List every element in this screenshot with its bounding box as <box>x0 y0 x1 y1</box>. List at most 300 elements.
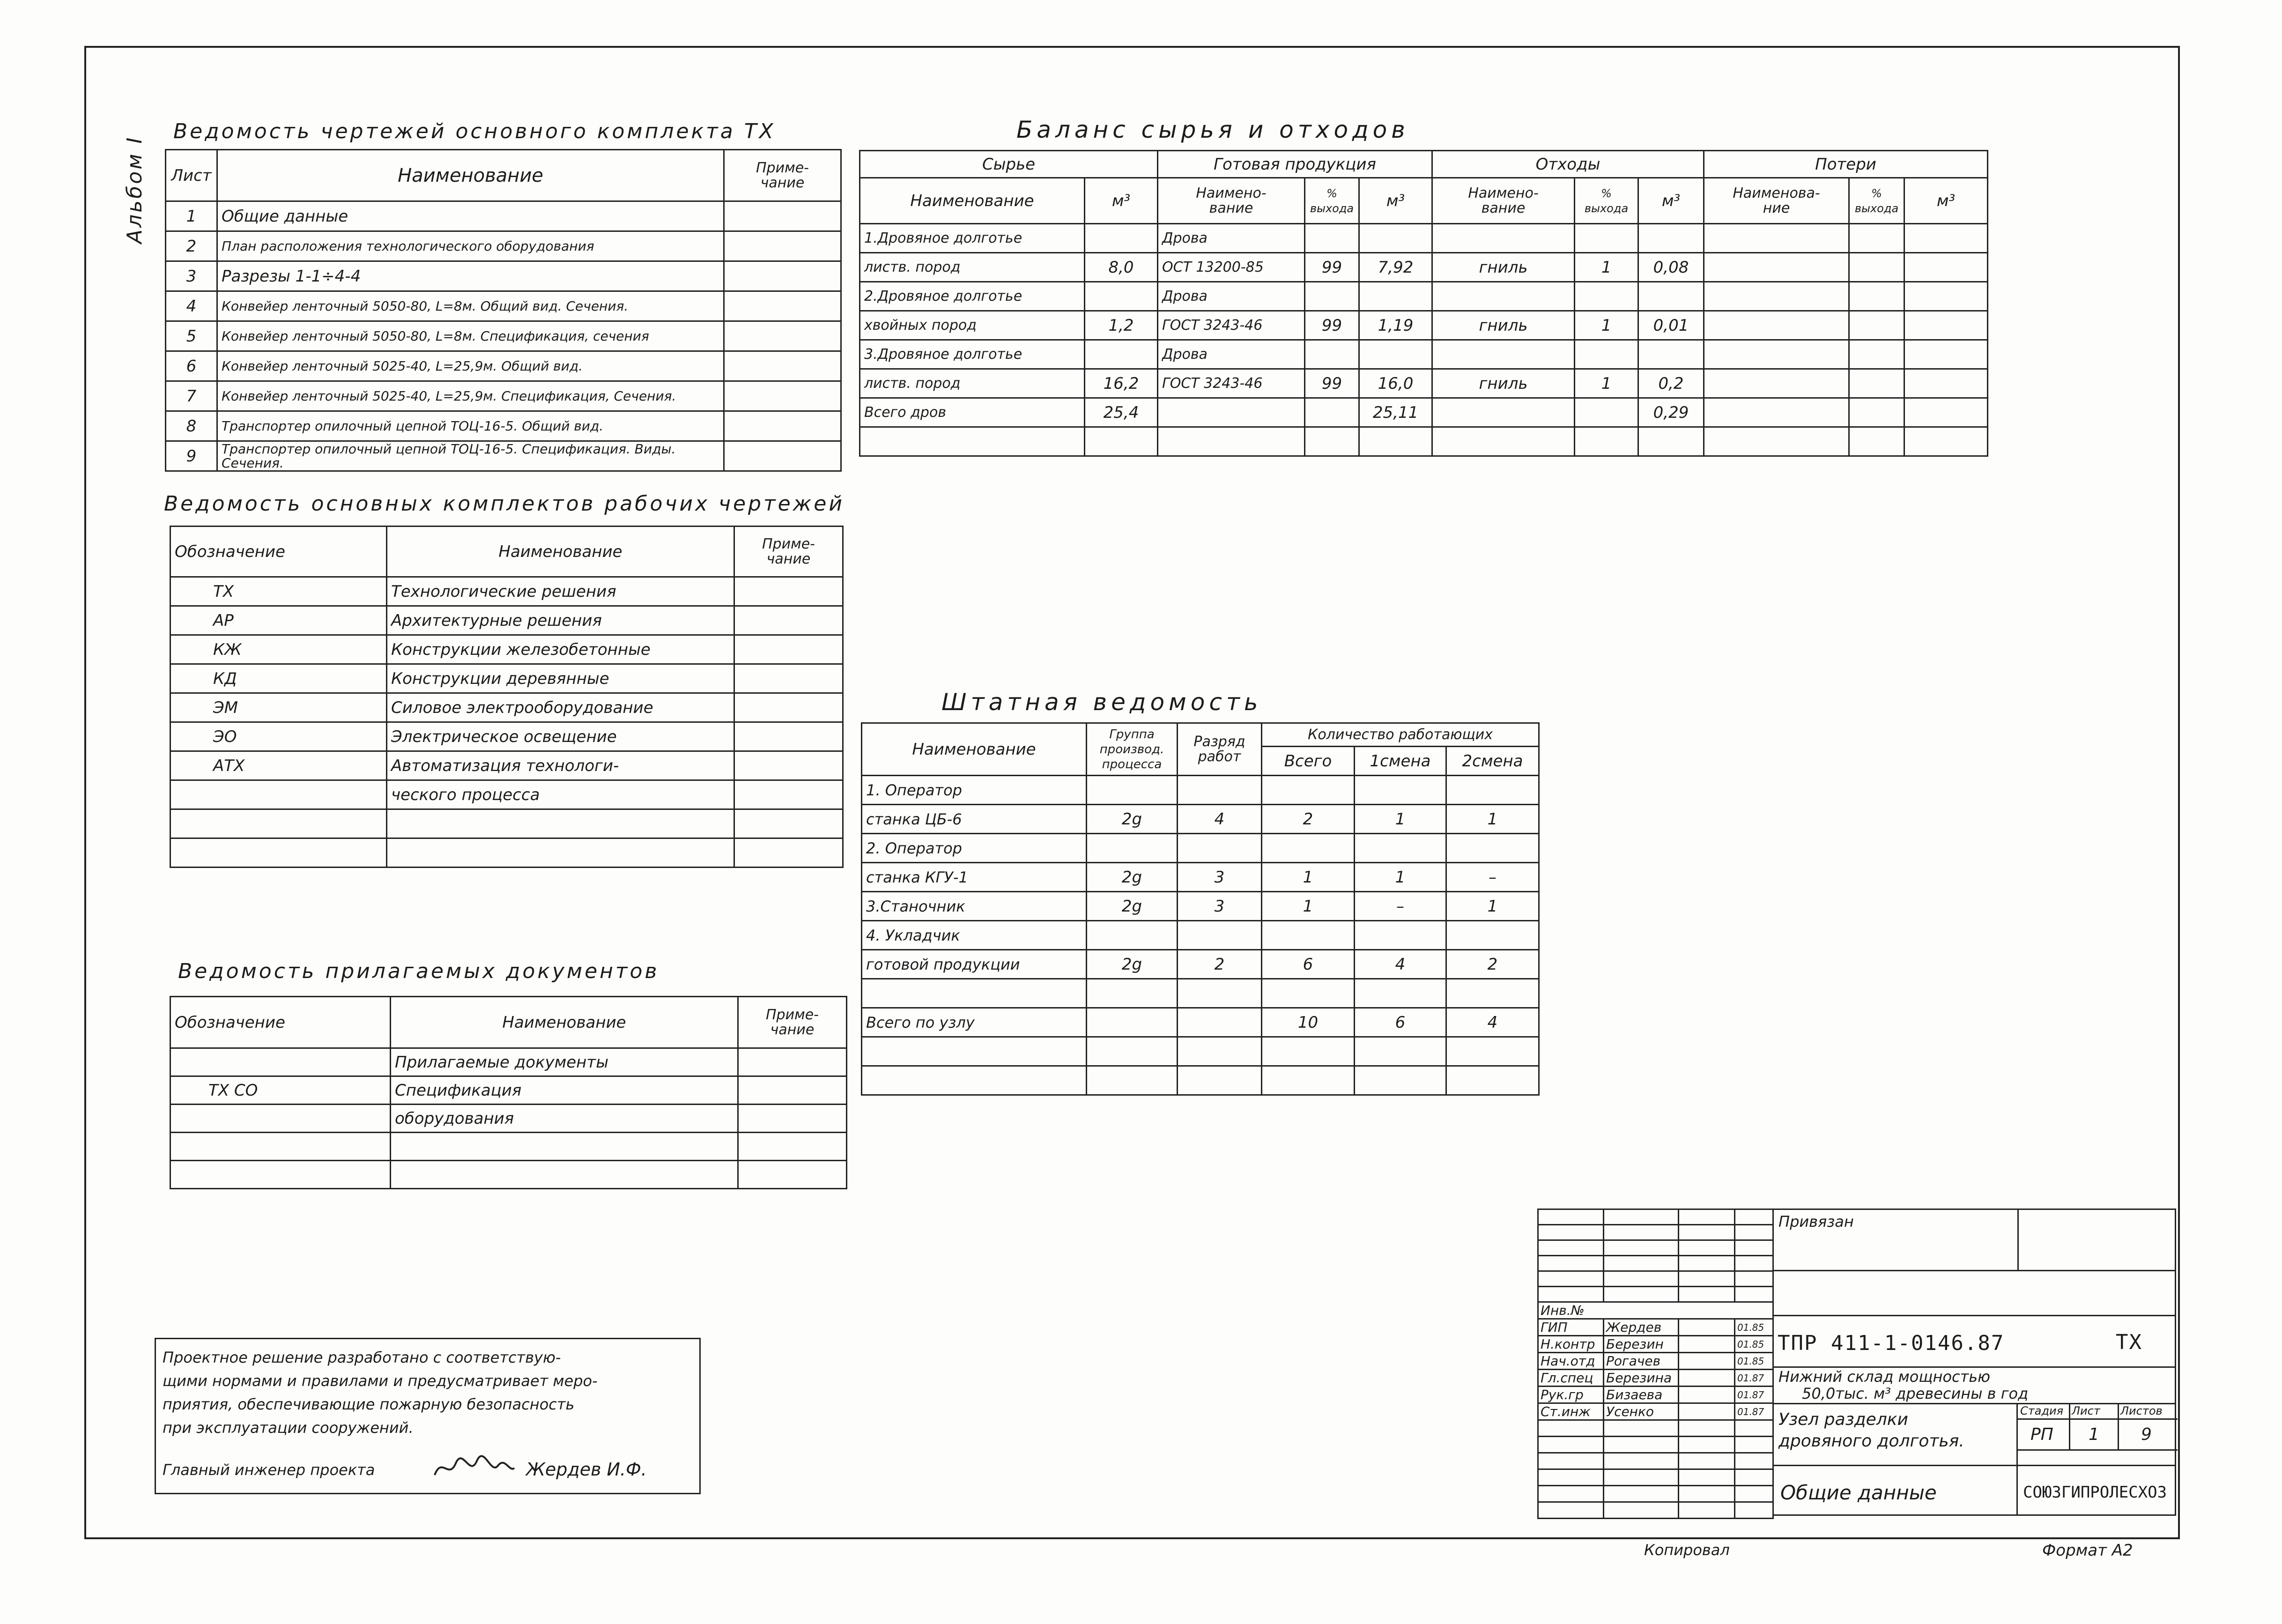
table-row <box>166 411 841 441</box>
grid-cell <box>1679 1209 1735 1225</box>
role-date: 01.87 <box>1735 1403 1773 1420</box>
raw-volume <box>1085 340 1158 369</box>
process-group <box>1087 776 1178 805</box>
product-yield <box>1305 224 1359 253</box>
grid-cell <box>1735 1453 1773 1469</box>
position-name: станка ЦБ-6 <box>862 805 1087 834</box>
table-row <box>166 351 841 381</box>
unit-box <box>1772 1404 2176 1466</box>
loss-name <box>1704 253 1849 282</box>
note-cell <box>734 606 843 635</box>
note-cell <box>734 809 843 838</box>
table-row <box>862 1008 1539 1037</box>
sheet-value: 1 <box>2089 1425 2099 1444</box>
product-volume: 1,19 <box>1359 311 1432 340</box>
note-cell <box>734 722 843 751</box>
table-row <box>170 809 843 838</box>
col-note: Приме- чание <box>734 527 843 577</box>
raw-name <box>860 427 1085 456</box>
loss-yield <box>1849 427 1904 456</box>
process-group <box>1087 834 1178 863</box>
role-label: Рук.гр <box>1538 1387 1604 1403</box>
sheet-title-box <box>1772 1466 2176 1516</box>
workers-shift1 <box>1355 834 1446 863</box>
grid-cell <box>1538 1453 1604 1469</box>
waste-name <box>1432 282 1575 311</box>
chief-engineer-name: Жердев И.Ф. <box>526 1459 647 1480</box>
raw-name: 2.Дровяное долготье <box>860 282 1085 311</box>
table-row <box>170 1076 847 1105</box>
loss-name <box>1704 427 1849 456</box>
table-row <box>166 231 841 261</box>
doc-name: Прилагаемые документы <box>391 1048 738 1076</box>
position-name <box>862 1066 1087 1095</box>
waste-yield: 1 <box>1575 311 1638 340</box>
col-note: Приме- чание <box>738 997 847 1048</box>
table-row <box>860 224 1988 253</box>
object-line2: 50,0тыс. м³ древесины в год <box>1802 1385 2029 1402</box>
col-shift2: 2смена <box>1446 747 1539 776</box>
grid-cell <box>1604 1225 1679 1240</box>
table-row <box>860 282 1988 311</box>
grid-cell <box>1604 1209 1679 1225</box>
sheet-number: 3 <box>166 261 217 291</box>
waste-yield <box>1575 427 1638 456</box>
raw-name-header: Наименование <box>860 178 1085 224</box>
set-name: Силовое электрооборудование <box>387 693 734 722</box>
role-name: Рогачев <box>1604 1353 1679 1370</box>
note-cell <box>724 441 841 471</box>
table-row <box>170 751 843 780</box>
col-shift1: 1смена <box>1355 747 1446 776</box>
grid-cell <box>1604 1256 1679 1271</box>
product-pct-header: % выхода <box>1305 178 1359 224</box>
grid-cell <box>1735 1502 1773 1519</box>
doc-name <box>391 1133 738 1161</box>
grid-cell <box>1604 1437 1679 1453</box>
grid-cell <box>1735 1256 1773 1271</box>
set-name: Конструкции деревянные <box>387 664 734 693</box>
workers-shift2: – <box>1446 863 1539 892</box>
grid-cell <box>1604 1486 1679 1502</box>
doc-code: ТХ СО <box>170 1076 391 1105</box>
product-volume: 7,92 <box>1359 253 1432 282</box>
loss-yield <box>1849 253 1904 282</box>
waste-volume: 0,29 <box>1638 398 1704 427</box>
note-cell <box>734 693 843 722</box>
product-yield <box>1305 398 1359 427</box>
note-cell <box>734 577 843 606</box>
note-line: приятия, обеспечивающие пожарную безопасность <box>163 1395 575 1413</box>
table-row <box>860 311 1988 340</box>
product-yield <box>1305 340 1359 369</box>
process-group: 2g <box>1087 892 1178 921</box>
table-row <box>862 892 1539 921</box>
loss-name <box>1704 398 1849 427</box>
role-label: Нач.отд <box>1538 1353 1604 1370</box>
note-cell <box>724 261 841 291</box>
signature-row <box>1538 1370 1773 1387</box>
process-group <box>1087 979 1178 1008</box>
workers-shift1: 6 <box>1355 1008 1446 1037</box>
workers-shift1 <box>1355 1066 1446 1095</box>
table-row <box>170 635 843 664</box>
sheets-label: Листов <box>2120 1404 2163 1417</box>
sheet-number: 1 <box>166 201 217 231</box>
workers-shift2 <box>1446 1066 1539 1095</box>
stage-value: РП <box>2030 1425 2053 1444</box>
table-row <box>862 921 1539 950</box>
signature-row <box>1538 1403 1773 1420</box>
grid-cell <box>1679 1287 1735 1302</box>
sheet-number: 5 <box>166 321 217 351</box>
col-grade: Разряд работ <box>1178 723 1262 776</box>
raw-volume: 16,2 <box>1085 369 1158 398</box>
grid-row <box>1538 1240 1773 1256</box>
set-code <box>170 838 387 868</box>
note-cell <box>724 381 841 411</box>
product-name: Дрова <box>1158 282 1305 311</box>
raw-name: Всего дров <box>860 398 1085 427</box>
note-cell <box>734 780 843 809</box>
drawing-name: Конвейер ленточный 5025-40, L=25,9м. Общий вид. <box>217 351 724 381</box>
doc-code <box>170 1161 391 1189</box>
sheet-title: Общие данные <box>1780 1481 1937 1504</box>
workers-shift2: 1 <box>1446 892 1539 921</box>
table-row <box>170 722 843 751</box>
waste-volume <box>1638 224 1704 253</box>
drawing-name: Разрезы 1-1÷4-4 <box>217 261 724 291</box>
grid-row <box>1538 1256 1773 1271</box>
waste-name <box>1432 224 1575 253</box>
product-volume: 25,11 <box>1359 398 1432 427</box>
loss-name <box>1704 369 1849 398</box>
set-name: ческого процесса <box>387 780 734 809</box>
workers-shift1 <box>1355 921 1446 950</box>
loss-volume <box>1904 224 1988 253</box>
workers-total <box>1262 776 1355 805</box>
title-block <box>1537 1209 2176 1525</box>
workers-shift2 <box>1446 776 1539 805</box>
staff-table <box>861 722 1540 1096</box>
raw-name: 3.Дровяное долготье <box>860 340 1085 369</box>
waste-name-header: Наимено- вание <box>1432 178 1575 224</box>
grid-cell <box>1604 1240 1679 1256</box>
set-code: КЖ <box>170 635 387 664</box>
loss-volume <box>1904 340 1988 369</box>
grid-cell <box>1735 1420 1773 1437</box>
table-row <box>170 577 843 606</box>
table-row <box>860 340 1988 369</box>
attached-docs-title: Ведомость прилагаемых документов <box>178 959 659 983</box>
work-grade <box>1178 776 1262 805</box>
grid-cell <box>1679 1469 1735 1486</box>
attached-docs-table <box>170 996 847 1189</box>
grid-cell <box>1679 1225 1735 1240</box>
position-name: 3.Станочник <box>862 892 1087 921</box>
set-name <box>387 838 734 868</box>
set-code: КД <box>170 664 387 693</box>
table-row <box>170 693 843 722</box>
loss-volume <box>1904 427 1988 456</box>
loss-yield <box>1849 282 1904 311</box>
process-group <box>1087 1008 1178 1037</box>
role-name: Усенко <box>1604 1403 1679 1420</box>
doc-code <box>170 1133 391 1161</box>
section-code: ТХ <box>2116 1330 2142 1354</box>
workers-total: 1 <box>1262 863 1355 892</box>
col-name: Наименование <box>387 527 734 577</box>
waste-volume <box>1638 427 1704 456</box>
workers-shift2: 1 <box>1446 805 1539 834</box>
grid-cell <box>1679 1240 1735 1256</box>
workers-shift2: 4 <box>1446 1008 1539 1037</box>
waste-name <box>1432 427 1575 456</box>
product-volume <box>1359 340 1432 369</box>
role-name: Березин <box>1604 1336 1679 1353</box>
table-row <box>166 441 841 471</box>
product-volume <box>1359 427 1432 456</box>
work-grade <box>1178 834 1262 863</box>
grid-cell <box>1604 1271 1679 1287</box>
position-name: 2. Оператор <box>862 834 1087 863</box>
waste-name: гниль <box>1432 311 1575 340</box>
loss-yield <box>1849 311 1904 340</box>
loss-m3-header: м³ <box>1904 178 1988 224</box>
workers-total <box>1262 834 1355 863</box>
workers-total: 6 <box>1262 950 1355 979</box>
table-row <box>862 950 1539 979</box>
note-cell <box>734 664 843 693</box>
waste-name: гниль <box>1432 369 1575 398</box>
table-row <box>166 291 841 321</box>
sheet-number: 2 <box>166 231 217 261</box>
note-cell <box>738 1133 847 1161</box>
grid-cell <box>1679 1271 1735 1287</box>
grid-cell <box>1604 1453 1679 1469</box>
sheet-number: 7 <box>166 381 217 411</box>
raw-name: хвойных пород <box>860 311 1085 340</box>
workers-shift2 <box>1446 979 1539 1008</box>
doc-code-box <box>1772 1316 2176 1368</box>
workers-shift2: 2 <box>1446 950 1539 979</box>
grid-cell <box>1538 1469 1604 1486</box>
workers-shift1 <box>1355 979 1446 1008</box>
workers-shift1: – <box>1355 892 1446 921</box>
waste-volume <box>1638 282 1704 311</box>
waste-volume: 0,2 <box>1638 369 1704 398</box>
grid-cell <box>1679 1437 1735 1453</box>
position-name: станка КГУ-1 <box>862 863 1087 892</box>
note-cell <box>724 351 841 381</box>
object-box <box>1772 1368 2176 1404</box>
grid-row <box>1538 1420 1773 1437</box>
process-group <box>1087 1066 1178 1095</box>
col-name: Наименование <box>217 150 724 201</box>
role-name: Березина <box>1604 1370 1679 1387</box>
sheet-number: 8 <box>166 411 217 441</box>
col-code: Обозначение <box>170 997 391 1048</box>
table-row <box>860 253 1988 282</box>
set-name: Электрическое освещение <box>387 722 734 751</box>
doc-code: ТПР 411-1-0146.87 <box>1778 1331 2005 1355</box>
copied-label: Копировал <box>1644 1541 1730 1559</box>
loss-name <box>1704 282 1849 311</box>
waste-name <box>1432 398 1575 427</box>
grid-cell <box>1735 1240 1773 1256</box>
waste-pct-header: % выхода <box>1575 178 1638 224</box>
signature-cell <box>1679 1403 1735 1420</box>
signature-cell <box>1679 1336 1735 1353</box>
raw-volume: 1,2 <box>1085 311 1158 340</box>
role-date: 01.85 <box>1735 1336 1773 1353</box>
grid-row <box>1538 1271 1773 1287</box>
product-yield: 99 <box>1305 253 1359 282</box>
doc-code <box>170 1105 391 1133</box>
grid-cell <box>1604 1469 1679 1486</box>
product-yield: 99 <box>1305 369 1359 398</box>
role-label: Н.контр <box>1538 1336 1604 1353</box>
sheets-value: 9 <box>2141 1425 2152 1444</box>
grid-row <box>1538 1287 1773 1302</box>
process-group: 2g <box>1087 863 1178 892</box>
position-name <box>862 1037 1087 1066</box>
process-group: 2g <box>1087 805 1178 834</box>
unit-line2: дровяного долготья. <box>1778 1431 1964 1451</box>
role-date: 01.87 <box>1735 1370 1773 1387</box>
role-label: Ст.инж <box>1538 1403 1604 1420</box>
grid-cell <box>1679 1256 1735 1271</box>
set-code: АТХ <box>170 751 387 780</box>
role-label: Гл.спец <box>1538 1370 1604 1387</box>
set-code: АР <box>170 606 387 635</box>
staff-title: Штатная ведомость <box>941 689 1262 716</box>
format-label: Формат А2 <box>2042 1541 2133 1560</box>
product-name <box>1158 398 1305 427</box>
loss-volume <box>1904 253 1988 282</box>
note-cell <box>724 231 841 261</box>
set-name: Конструкции железобетонные <box>387 635 734 664</box>
note-cell <box>724 291 841 321</box>
group-loss: Потери <box>1704 151 1988 178</box>
grid-cell <box>1679 1502 1735 1519</box>
col-name: Наименование <box>862 723 1087 776</box>
drawing-name: Конвейер ленточный 5025-40, L=25,9м. Спецификация, Сечения. <box>217 381 724 411</box>
product-yield <box>1305 427 1359 456</box>
loss-name-header: Наименова- ние <box>1704 178 1849 224</box>
raw-volume: 25,4 <box>1085 398 1158 427</box>
note-cell <box>734 751 843 780</box>
role-date: 01.87 <box>1735 1387 1773 1403</box>
grid-cell <box>1604 1287 1679 1302</box>
grid-cell <box>1735 1209 1773 1225</box>
table-row <box>170 1133 847 1161</box>
signature-row <box>1538 1319 1773 1336</box>
workers-total <box>1262 921 1355 950</box>
doc-name: Спецификация <box>391 1076 738 1105</box>
drawing-name: Общие данные <box>217 201 724 231</box>
work-grade: 4 <box>1178 805 1262 834</box>
waste-volume: 0,08 <box>1638 253 1704 282</box>
linked-box <box>1772 1209 2176 1271</box>
grid-cell <box>1538 1271 1604 1287</box>
group-product: Готовая продукция <box>1158 151 1432 178</box>
waste-yield <box>1575 340 1638 369</box>
loss-name <box>1704 224 1849 253</box>
grid-row <box>1538 1225 1773 1240</box>
working-sets-table <box>170 526 844 868</box>
unit-line1: Узел разделки <box>1778 1410 1908 1429</box>
work-grade <box>1178 1008 1262 1037</box>
table-row <box>170 838 843 868</box>
drawing-name: Конвейер ленточный 5050-80, L=8м. Спецификация, сечения <box>217 321 724 351</box>
set-code <box>170 809 387 838</box>
grid-cell <box>1679 1420 1735 1437</box>
grid-cell <box>1735 1287 1773 1302</box>
grid-row <box>1538 1209 1773 1225</box>
grid-cell <box>1538 1420 1604 1437</box>
note-line: при эксплуатации сооружений. <box>163 1419 414 1437</box>
grid-cell <box>1735 1225 1773 1240</box>
drawing-name: Транспортер опилочный цепной ТОЦ-16-5. Общий вид. <box>217 411 724 441</box>
work-grade: 3 <box>1178 892 1262 921</box>
workers-total: 1 <box>1262 892 1355 921</box>
workers-shift2 <box>1446 1037 1539 1066</box>
note-cell <box>724 411 841 441</box>
product-volume <box>1359 282 1432 311</box>
position-name <box>862 979 1087 1008</box>
table-row <box>860 369 1988 398</box>
grid-cell <box>1538 1502 1604 1519</box>
waste-yield <box>1575 224 1638 253</box>
loss-name <box>1704 311 1849 340</box>
grid-cell <box>1735 1486 1773 1502</box>
sheet-number: 9 <box>166 441 217 471</box>
note-cell <box>734 635 843 664</box>
work-grade: 2 <box>1178 950 1262 979</box>
note-cell <box>734 838 843 868</box>
product-name: Дрова <box>1158 224 1305 253</box>
product-name <box>1158 427 1305 456</box>
inv-label: Инв.№ <box>1538 1302 1773 1319</box>
workers-shift1: 4 <box>1355 950 1446 979</box>
product-yield: 99 <box>1305 311 1359 340</box>
workers-shift1: 1 <box>1355 805 1446 834</box>
grid-cell <box>1604 1502 1679 1519</box>
process-group <box>1087 921 1178 950</box>
table-row <box>862 805 1539 834</box>
raw-volume <box>1085 427 1158 456</box>
grid-row <box>1538 1453 1773 1469</box>
role-name: Бизаева <box>1604 1387 1679 1403</box>
loss-volume <box>1904 282 1988 311</box>
chief-engineer-label: Главный инженер проекта <box>163 1461 375 1479</box>
raw-name: листв. пород <box>860 253 1085 282</box>
col-count: Количество работающих <box>1262 723 1539 747</box>
signature-row <box>1538 1387 1773 1403</box>
role-date: 01.85 <box>1735 1353 1773 1370</box>
note-cell <box>738 1048 847 1076</box>
table-row <box>862 834 1539 863</box>
workers-total: 2 <box>1262 805 1355 834</box>
waste-volume: 0,01 <box>1638 311 1704 340</box>
position-name: 1. Оператор <box>862 776 1087 805</box>
waste-m3-header: м³ <box>1638 178 1704 224</box>
set-name: Архитектурные решения <box>387 606 734 635</box>
signature-cell <box>1679 1319 1735 1336</box>
work-grade <box>1178 979 1262 1008</box>
raw-name: листв. пород <box>860 369 1085 398</box>
